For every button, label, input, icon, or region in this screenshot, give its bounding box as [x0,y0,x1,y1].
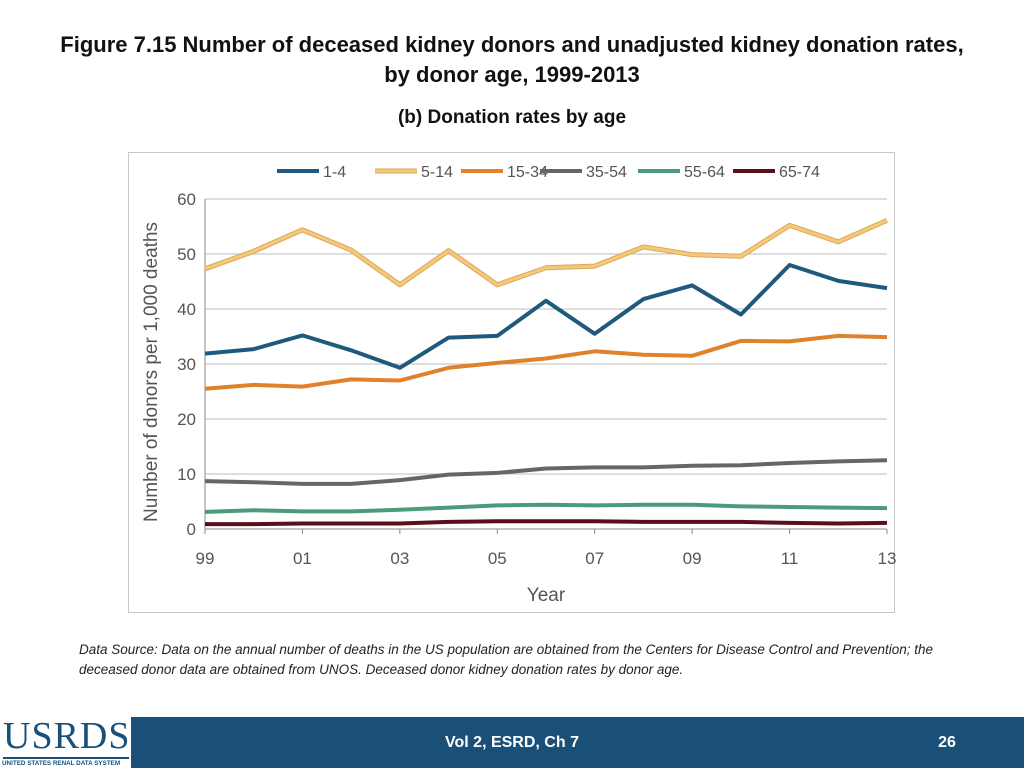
x-axis-title: Year [526,585,566,606]
series-line-1-4 [205,265,887,368]
logo-wordmark: USRDS [3,715,131,757]
series-line-55-64 [205,505,887,512]
line-chart [129,153,896,614]
x-tick-label: 07 [585,549,605,568]
legend-label: 35-54 [586,164,627,181]
x-tick-label: 01 [292,549,312,568]
series-line-65-74 [205,521,887,524]
y-axis-title: Number of donors per 1,000 deaths [141,222,162,522]
chart-subtitle: (b) Donation rates by age [397,107,627,128]
y-tick-label: 30 [177,355,196,374]
figure-title-line2: by donor age, 1999-2013 [384,62,640,87]
logo-subtext: UNITED STATES RENAL DATA SYSTEM [2,760,121,767]
figure-title-line1: Figure 7.15 Number of deceased kidney donors and unadjusted kidney donation rates, [60,32,964,57]
series-line-35-54 [205,460,887,484]
footer-volume-label: Vol 2, ESRD, Ch 7 [445,734,579,751]
y-tick-label: 10 [177,465,196,484]
y-tick-label: 60 [177,190,196,209]
y-tick-label: 40 [177,300,196,319]
legend-label: 5-14 [421,164,454,181]
legend-label: 1-4 [323,164,347,181]
x-tick-label: 13 [877,549,896,568]
x-tick-label: 05 [487,549,507,568]
data-source-note: Data Source: Data on the annual number of deaths in the US population are obtained from the Centers for Disease Control and Prevention; the deceased donor data are obtained from UNOS. Deceased donor kidney donation rates by donor age. [79,642,934,677]
legend-label: 55-64 [684,164,725,181]
x-tick-label: 03 [390,549,410,568]
x-tick-label: 09 [682,549,702,568]
legend-label: 15-34 [507,164,548,181]
figure-title [0,30,1024,90]
page-number: 26 [938,734,956,751]
series-line-15-34 [205,336,887,389]
y-tick-label: 50 [177,245,196,264]
chart-container [128,152,895,613]
y-tick-label: 20 [177,410,196,429]
x-tick-label: 99 [195,549,215,568]
y-tick-label: 0 [186,520,196,539]
x-tick-label: 11 [780,549,799,568]
legend-label: 65-74 [779,164,820,181]
